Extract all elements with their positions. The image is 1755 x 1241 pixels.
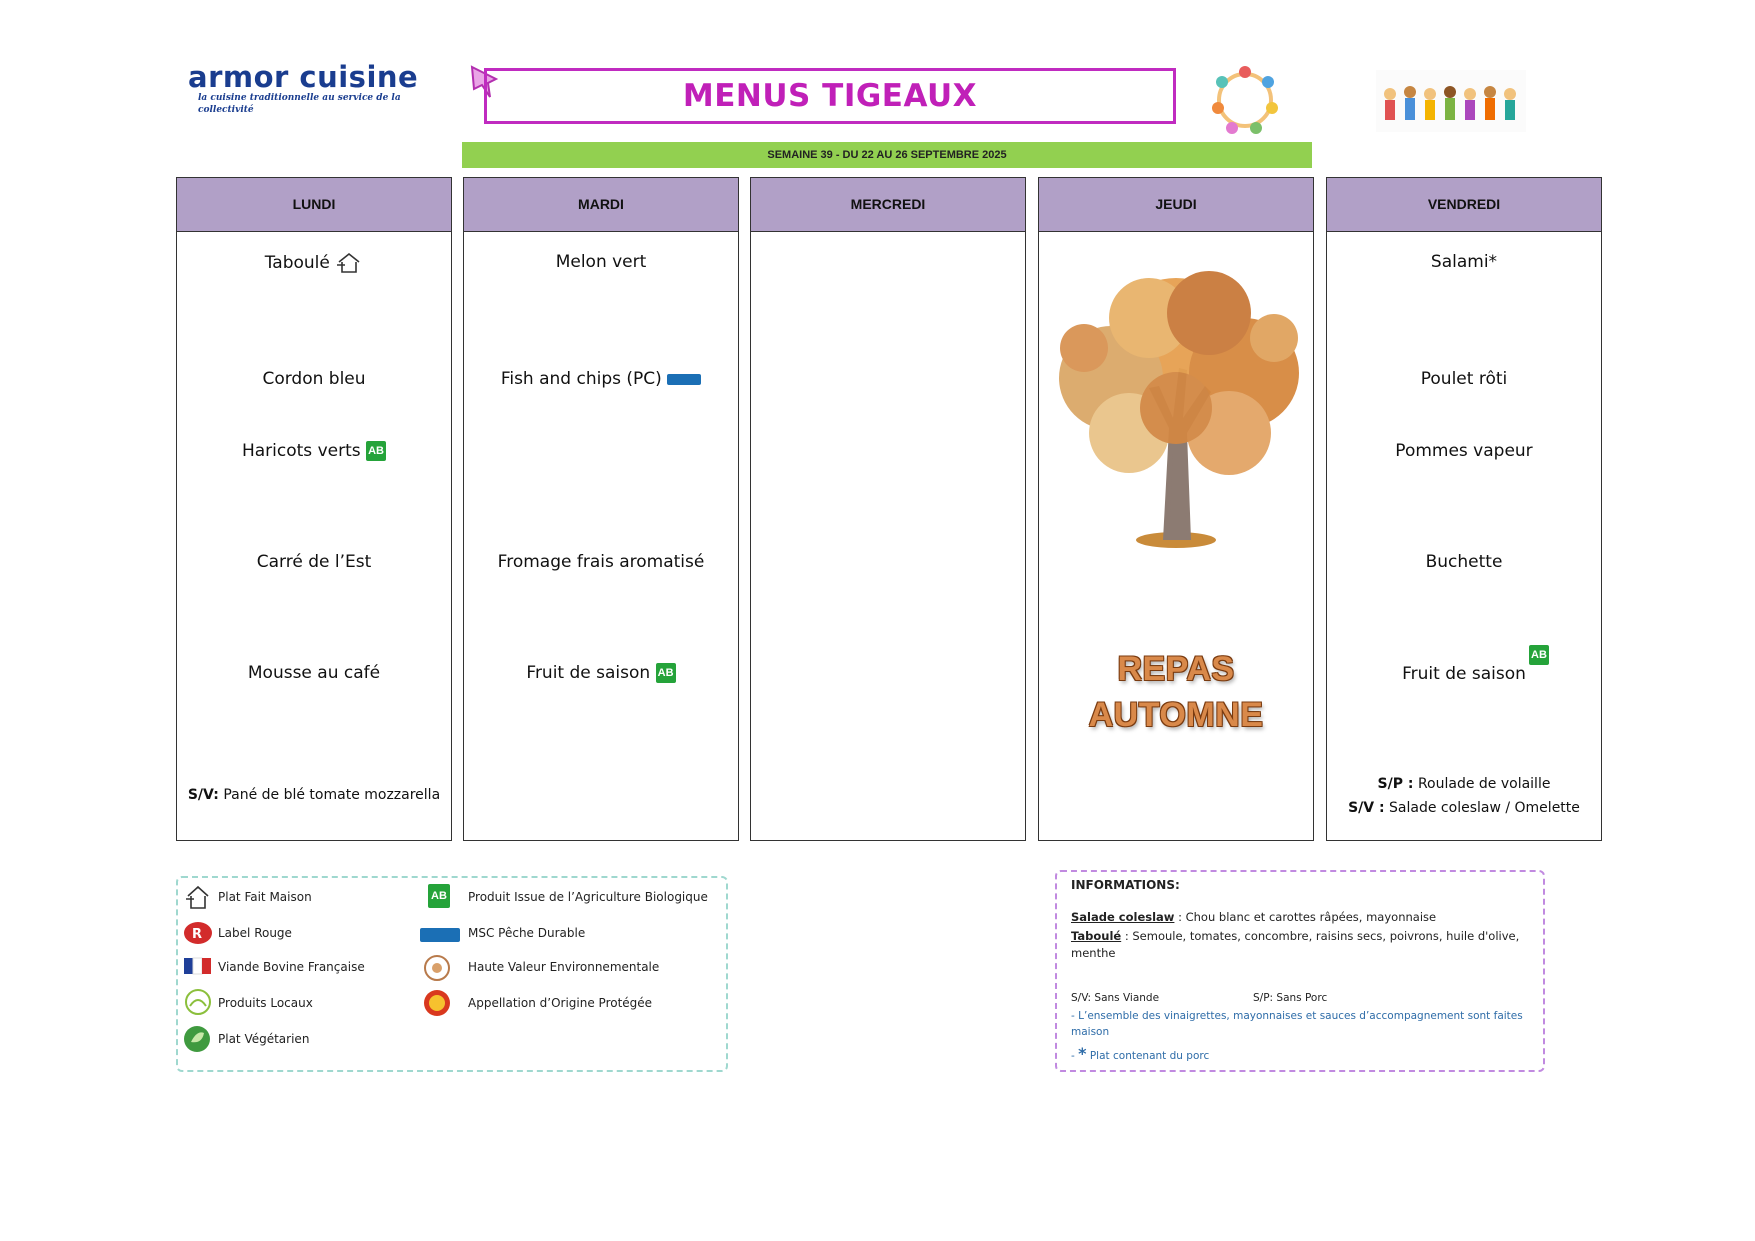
label-rouge-icon (182, 920, 214, 946)
vegetarian-icon (182, 1024, 212, 1054)
day-column-jeudi (1038, 177, 1314, 841)
svg-text:R: R (192, 927, 203, 942)
info-note-pork (1071, 1044, 1209, 1063)
armor-cuisine-logo (188, 62, 438, 116)
page-title: MENUS TIGEAUX (682, 78, 978, 114)
info-sv: S/V: Sans Viande (1071, 992, 1160, 1004)
note-prefix: - (1071, 1050, 1079, 1062)
pork-free-substitute (1327, 776, 1601, 792)
main-text: Fish and chips (PC) (500, 369, 662, 389)
day-header: MERCREDI (751, 178, 1025, 232)
main-course (464, 369, 738, 389)
week-banner: SEMAINE 39 - DU 22 AU 26 SEPTEMBRE 2025 (462, 142, 1312, 168)
info-coleslaw (1071, 910, 1531, 924)
star-icon: * (1078, 1044, 1087, 1063)
legend-box (176, 876, 728, 1072)
dessert: Mousse au café (247, 663, 381, 683)
day-column-lundi (176, 177, 452, 841)
organic-ab-icon: AB (656, 663, 676, 683)
starter: Salami* (1430, 252, 1498, 272)
side-dish: Pommes vapeur (1395, 441, 1533, 461)
cheese: Buchette (1425, 552, 1503, 572)
vegetarian-substitute (177, 787, 451, 803)
sv-value: Pané de blé tomate mozzarella (223, 787, 441, 803)
msc-icon (667, 374, 701, 385)
starter (177, 252, 451, 274)
produits-locaux-icon (182, 988, 214, 1016)
viande-bovine-icon (182, 954, 214, 978)
day-header: VENDREDI (1327, 178, 1601, 232)
hve-icon (422, 954, 452, 982)
legend-label-rouge: Label Rouge (218, 926, 292, 940)
main-course: Cordon bleu (262, 369, 366, 389)
starter-text: Taboulé (264, 253, 330, 273)
taboule-text: : Semoule, tomates, concombre, raisins secs, poivrons, huile d'olive, menthe (1071, 929, 1520, 960)
coleslaw-label: Salade coleslaw (1071, 910, 1175, 924)
day-column-mercredi (750, 177, 1026, 841)
menu-title-box (484, 68, 1176, 124)
info-taboule (1071, 928, 1531, 962)
taboule-label: Taboulé (1071, 929, 1122, 943)
dessert-text: Fruit de saison (526, 663, 651, 683)
starter: Melon vert (555, 252, 647, 272)
legend-hve: Haute Valeur Environnementale (468, 960, 660, 974)
legend-aop: Appellation d’Origine Protégée (468, 996, 653, 1010)
note-text: Plat contenant du porc (1086, 1050, 1210, 1062)
dessert: Fruit de saison (1402, 664, 1526, 684)
sv-value: Salade coleslaw / Omelette (1389, 800, 1580, 816)
info-note-homemade-sauces: - L’ensemble des vinaigrettes, mayonnaises et sauces d’accompagnement sont faites maison (1071, 1010, 1523, 1038)
cheese: Fromage frais aromatisé (497, 552, 705, 572)
msc-icon (420, 928, 460, 942)
cheese: Carré de l’Est (256, 552, 372, 572)
children-drawing-icon (1376, 70, 1526, 132)
children-circle-icon (1200, 60, 1290, 140)
day-header: JEUDI (1039, 178, 1313, 232)
legend-msc: MSC Pêche Durable (468, 926, 586, 940)
special-meal-line2: AUTOMNE (1088, 696, 1264, 734)
organic-ab-icon: AB (428, 884, 450, 908)
vegetarian-substitute (1327, 800, 1601, 816)
side-text: Haricots verts (241, 441, 361, 461)
info-title: INFORMATIONS: (1071, 878, 1180, 892)
sv-label: S/V: (187, 787, 219, 803)
legend-produits-locaux: Produits Locaux (218, 996, 313, 1010)
sv-label: S/V : (1348, 800, 1385, 816)
info-sp: S/P: Sans Porc (1253, 992, 1328, 1004)
legend-viande-bovine: Viande Bovine Française (218, 960, 365, 974)
organic-ab-icon: AB (1529, 645, 1549, 665)
homemade-icon (184, 884, 212, 910)
sp-label: S/P : (1377, 776, 1414, 792)
coleslaw-text: : Chou blanc et carottes râpées, mayonnaise (1174, 910, 1437, 924)
brand-name: armor cuisine (188, 60, 419, 94)
aop-icon (422, 988, 452, 1018)
brand-tagline: la cuisine traditionnelle au service de la collectivité (198, 93, 401, 115)
day-header: MARDI (464, 178, 738, 232)
legend-homemade: Plat Fait Maison (218, 890, 312, 904)
legend-bio: Produit Issue de l’Agriculture Biologique (468, 890, 708, 904)
dessert (464, 663, 738, 683)
main-course: Poulet rôti (1420, 369, 1508, 389)
organic-ab-icon: AB (366, 441, 386, 461)
legend-vegetarien: Plat Végétarien (218, 1032, 310, 1046)
homemade-icon (335, 252, 363, 274)
side-dish (177, 441, 451, 461)
special-meal-line1: REPAS (1117, 650, 1235, 688)
autumn-tree-icon (1039, 258, 1313, 558)
day-column-mardi (463, 177, 739, 841)
information-box (1055, 870, 1545, 1072)
day-header: LUNDI (177, 178, 451, 232)
sp-value: Roulade de volaille (1417, 776, 1551, 792)
day-column-vendredi (1326, 177, 1602, 841)
